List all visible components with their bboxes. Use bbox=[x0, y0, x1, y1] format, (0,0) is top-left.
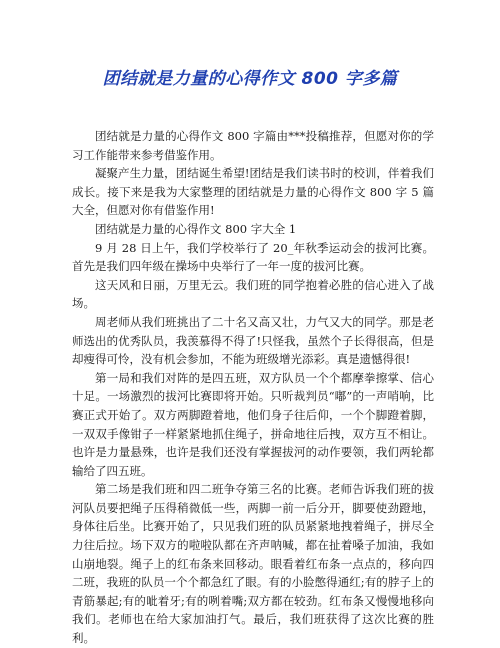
paragraph: 第一局和我们对阵的是四五班，双方队员一个个都摩拳擦掌、信心十足。一场激烈的拔河比赛即将开始。只听裁判员“嘟”的一声哨响，比赛正式开始了。双方两脚蹬着地，他们身子往后仰，一个个脚蹬着脚，一双双手像钳子一样紧紧地抓住绳子，拼命地往后拽，双方互不相让。也许是力量悬殊，也许是我们还没有掌握拔河的动作要领，我们两轮都输给了四五班。 bbox=[72, 370, 434, 478]
paragraph: 周老师从我们班挑出了二十名又高又壮，力气又大的同学。那是老师选出的优秀队员，我羡慕得不得了!只怪我，虽然个子长得很高，但是却瘦得可怜，没有机会参加，不能为班级增光添彩。真是遗憾得很! bbox=[72, 314, 434, 367]
document-body bbox=[72, 127, 434, 648]
paragraph: 9 月 28 日上午，我们学校举行了 20_年秋季运动会的拔河比赛。首先是我们四年级在操场中央举行了一年一度的拔河比赛。 bbox=[72, 240, 434, 274]
paragraph: 第二场是我们班和四二班争夺第三名的比赛。老师告诉我们班的拔河队员要把绳子压得稍微低一些，两脚一前一后分开，脚要使劲蹬地，身体往后坐。比赛开始了，只见我们班的队员紧紧地拽着绳子，拼尽全力往后拉。场下双方的啦啦队都在齐声呐喊，都在扯着嗓子加油，我如山崩地裂。绳子上的红布条来回移动。眼看着红布条一点点的，移向四二班，我班的队员一个个都急红了眼。有的小脸憋得通红;有的脖子上的青筋暴起;有的呲着牙;有的咧着嘴;双方都在较劲。红布条又慢慢地移向我们。老师也在给大家加油打气。最后，我们班获得了这次比赛的胜利。 bbox=[72, 482, 434, 646]
paragraph-summary: 凝聚产生力量，团结诞生希望!团结是我们读书时的校训，伴着我们成长。接下来是我为大家整理的团结就是力量的心得作文 800 字 5 篇大全，但愿对你有借鉴作用! bbox=[72, 166, 434, 218]
paragraph-intro: 团结就是力量的心得作文 800 字篇由***投稿推荐，但愿对你的学习工作能带来参考借鉴作用。 bbox=[72, 129, 434, 162]
document-title: 团结就是力量的心得作文 800 字多篇 bbox=[102, 69, 398, 89]
paragraph: 这天风和日丽，万里无云。我们班的同学抱着必胜的信心进入了战场。 bbox=[72, 277, 434, 311]
paragraph-heading: 团结就是力量的心得作文 800 字大全 1 bbox=[95, 221, 297, 236]
